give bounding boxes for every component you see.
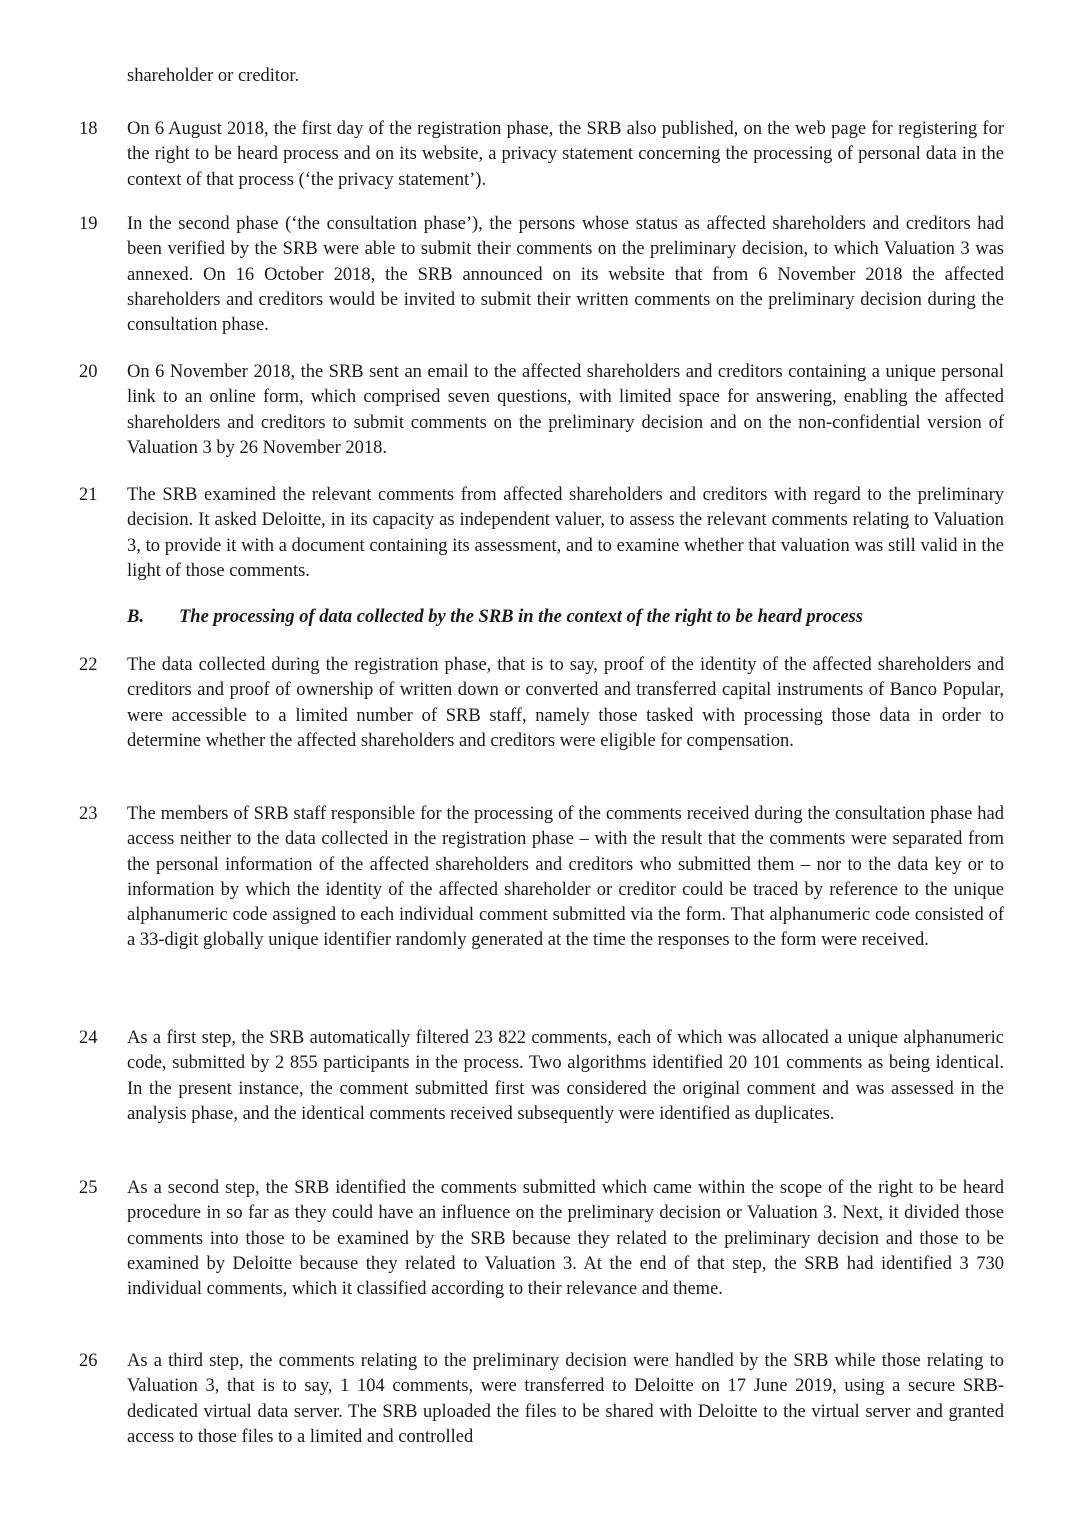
paragraph-number: 25 <box>79 1178 98 1198</box>
paragraph-text: On 6 November 2018, the SRB sent an email to the affected shareholders and creditors containing a unique personal link to an online form, which comprised seven questions, with limited space for answering, enabling the affected shareholders and creditors to submit comments on the preliminary decision and on the non-confidential version of Valuation 3 by 26 November 2018. <box>127 362 1004 458</box>
paragraph-text: In the second phase (‘the consultation phase’), the persons whose status as affected shareholders and creditors had been verified by the SRB were able to submit their comments on the preliminary decision, to which Valuation 3 was annexed. On 16 October 2018, the SRB announced on its website that from 6 November 2018 the affected shareholders and creditors would be invited to submit their written comments on the preliminary decision during the consultation phase. <box>127 214 1004 336</box>
paragraph-number: 24 <box>79 1028 98 1048</box>
paragraph-22 <box>0 653 1080 754</box>
paragraph-18 <box>0 117 1080 193</box>
section-letter: B. <box>127 607 144 627</box>
paragraph-text: The data collected during the registration phase, that is to say, proof of the identity of the affected shareholders and creditors and proof of ownership of written down or converted and transferred capital instruments of Banco Popular, were accessible to a limited number of SRB staff, namely those tasked with processing those data in order to determine whether the affected shareholders and creditors were eligible for compensation. <box>127 655 1004 751</box>
paragraph-number: 22 <box>79 655 98 675</box>
paragraph-number: 18 <box>79 119 98 139</box>
paragraph-20 <box>0 360 1080 461</box>
paragraph-number: 20 <box>79 362 98 382</box>
paragraph-text: As a third step, the comments relating to the preliminary decision were handled by the SRB while those relating to Valuation 3, that is to say, 1 104 comments, were transferred to Deloitte on 17 June 2019, using a secure SRB-dedicated virtual data server. The SRB uploaded the files to be shared with Deloitte to the virtual server and granted access to those files to a limited and controlled <box>127 1351 1004 1447</box>
section-heading <box>127 605 1007 630</box>
paragraph-26 <box>0 1349 1080 1450</box>
paragraph-21 <box>0 483 1080 584</box>
paragraph-text: As a second step, the SRB identified the comments submitted which came within the scope of the right to be heard procedure in so far as they could have an influence on the preliminary decision or Valuation 3. Next, it divided those comments into those to be examined by the SRB because they related to the preliminary decision and those to be examined by Deloitte because they related to Valuation 3. At the end of that step, the SRB had identified 3 730 individual comments, which it classified according to their relevance and theme. <box>127 1178 1004 1300</box>
paragraph-text: The members of SRB staff responsible for the processing of the comments received during the consultation phase had access neither to the data collected in the registration phase – with the result that the comments were separated from the personal information of the affected shareholders and creditors who submitted them – nor to the data key or to information by which the identity of the affected shareholder or creditor could be traced by reference to the unique alphanumeric code assigned to each individual comment submitted via the form. That alphanumeric code consisted of a 33-digit globally unique identifier randomly generated at the time the responses to the form were received. <box>127 804 1004 951</box>
paragraph-text: The SRB examined the relevant comments from affected shareholders and creditors with regard to the preliminary decision. It asked Deloitte, in its capacity as independent valuer, to assess the relevant comments relating to Valuation 3, to provide it with a document containing its assessment, and to examine whether that valuation was still valid in the light of those comments. <box>127 485 1004 581</box>
paragraph-text: On 6 August 2018, the first day of the registration phase, the SRB also published, on the web page for registering for the right to be heard process and on its website, a privacy statement concerning the processing of personal data in the context of that process (‘the privacy statement’). <box>127 119 1004 190</box>
paragraph-text: As a first step, the SRB automatically filtered 23 822 comments, each of which was allocated a unique alphanumeric code, submitted by 2 855 participants in the process. Two algorithms identified 20 101 comments as being identical. In the present instance, the comment submitted first was considered the original comment and was assessed in the analysis phase, and the identical comments received subsequently were identified as duplicates. <box>127 1028 1004 1124</box>
paragraph-19 <box>0 212 1080 338</box>
paragraph-number: 23 <box>79 804 98 824</box>
paragraph-25 <box>0 1176 1080 1302</box>
section-title: The processing of data collected by the SRB in the context of the right to be heard process <box>179 607 863 627</box>
paragraph-23 <box>0 802 1080 954</box>
paragraph-number: 21 <box>79 485 98 505</box>
paragraph-24 <box>0 1026 1080 1127</box>
paragraph-number: 19 <box>79 214 98 234</box>
continuation-text: shareholder or creditor. <box>127 66 300 86</box>
paragraph-number: 26 <box>79 1351 98 1371</box>
